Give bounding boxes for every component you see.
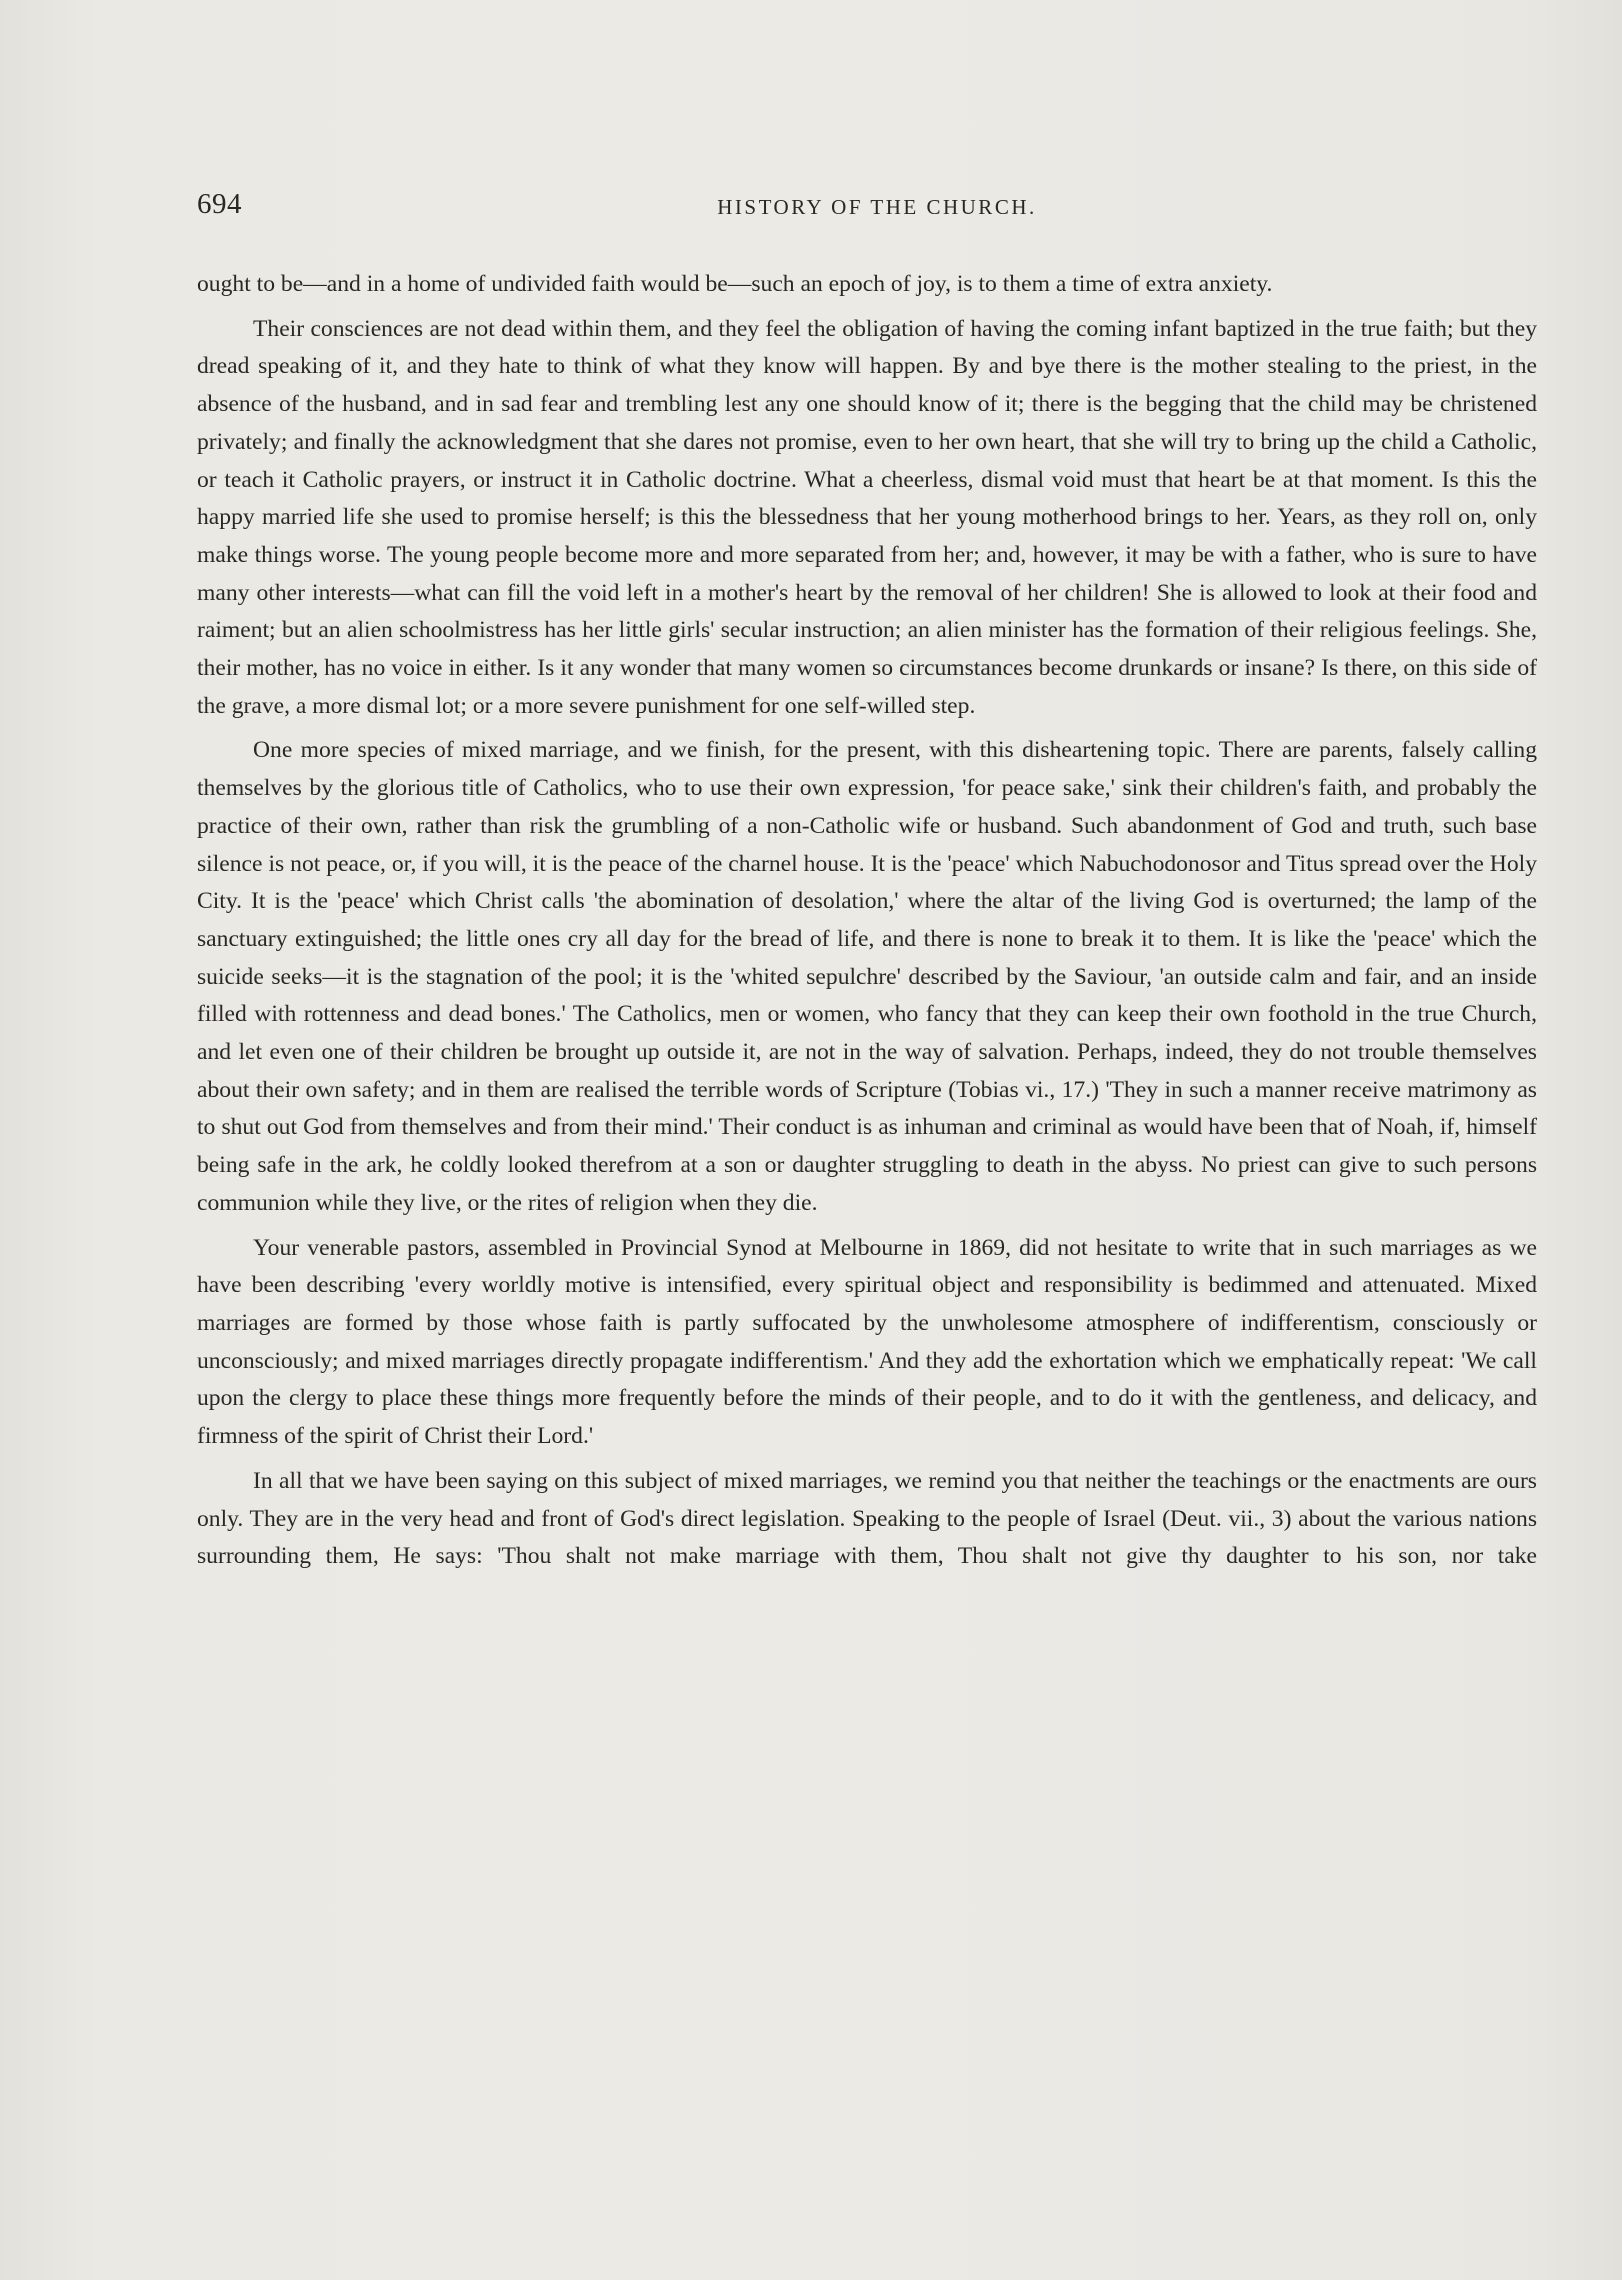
paragraph: Their consciences are not dead within them, and they feel the obligation of having the coming infant baptized in the true faith; but they dread speaking of it, and they hate to think of what they know will happen. By and bye there is the mother stealing to the priest, in the absence of the husband, and in sad fear and trembling lest any one should know of it; there is the begging that the child may be christened privately; and finally the acknowledgment that she dares not promise, even to her own heart, that she will try to bring up the child a Catholic, or teach it Catholic prayers, or instruct it in Catholic doctrine. What a cheerless, dismal void must that heart be at that moment. Is this the happy married life she used to promise herself; is this the blessedness that her young motherhood brings to her. Years, as they roll on, only make things worse. The young people become more and more separated from her; and, however, it may be with a father, who is sure to have many other interests—what can fill the void left in a mother's heart by the removal of her children! She is allowed to look at their food and raiment; but an alien schoolmistress has her little girls' secular instruction; an alien minister has the formation of their religious feelings. She, their mother, has no voice in either. Is it any wonder that many women so circumstances become drunkards or insane? Is there, on this side of the grave, a more dismal lot; or a more severe punishment for one self-willed step. xyxy=(197,315,1537,719)
body-text xyxy=(197,266,1537,1576)
paragraph: In all that we have been saying on this subject of mixed marriages, we remind you that neither the teachings or the enactments are ours only. They are in the very head and front of God's direct legislation. Speaking to the people of Israel (Deut. vii., 3) about the various nations surrounding them, He says: 'Thou shalt not make marriage with them, Thou shalt not give thy daughter to his son, nor take xyxy=(197,1467,1537,1570)
paragraph: One more species of mixed marriage, and we finish, for the present, with this disheartening topic. There are parents, falsely calling themselves by the glorious title of Catholics, who to use their own expression, 'for peace sake,' sink their children's faith, and probably the practice of their own, rather than risk the grumbling of a non-Catholic wife or husband. Such abandonment of God and truth, such base silence is not peace, or, if you will, it is the peace of the charnel house. It is the 'peace' which Nabuchodonosor and Titus spread over the Holy City. It is the 'peace' which Christ calls 'the abomination of desolation,' where the altar of the living God is overturned; the lamp of the sanctuary extinguished; the little ones cry all day for the bread of life, and there is none to break it to them. It is like the 'peace' which the suicide seeks—it is the stagnation of the pool; it is the 'whited sepulchre' described by the Saviour, 'an outside calm and fair, and an inside filled with rottenness and dead bones.' The Catholics, men or women, who fancy that they can keep their own foothold in the true Church, and let even one of their children be brought up outside it, are not in the way of salvation. Perhaps, indeed, they do not trouble themselves about their own safety; and in them are realised the terrible words of Scripture (Tobias vi., 17.) 'They in such a manner receive matrimony as to shut out God from themselves and from their mind.' Their conduct is as inhuman and criminal as would have been that of Noah, if, himself being safe in the ark, he coldly looked therefrom at a son or daughter struggling to death in the abyss. No priest can give to such persons communion while they live, or the rites of religion when they die. xyxy=(197,737,1537,1216)
paragraph: Your venerable pastors, assembled in Provincial Synod at Melbourne in 1869, did not hesitate to write that in such marriages as we have been describing 'every worldly motive is intensified, every spiritual object and responsibility is bedimmed and attenuated. Mixed marriages are formed by those whose faith is partly suffocated by the unwholesome atmosphere of indifferentism, consciously or unconsciously; and mixed marriages directly propagate indifferentism.' And they add the exhortation which we emphatically repeat: 'We call upon the clergy to place these things more frequently before the minds of their people, and to do it with the gentleness, and delicacy, and firmness of the spirit of Christ their Lord.' xyxy=(197,1234,1537,1450)
page-number: 694 xyxy=(197,188,242,220)
paragraph-continuation: ought to be—and in a home of undivided faith would be—such an epoch of joy, is to them a time of extra anxiety. xyxy=(197,271,1273,297)
page-header xyxy=(197,188,1537,228)
running-title: HISTORY OF THE CHURCH. xyxy=(717,195,1037,219)
